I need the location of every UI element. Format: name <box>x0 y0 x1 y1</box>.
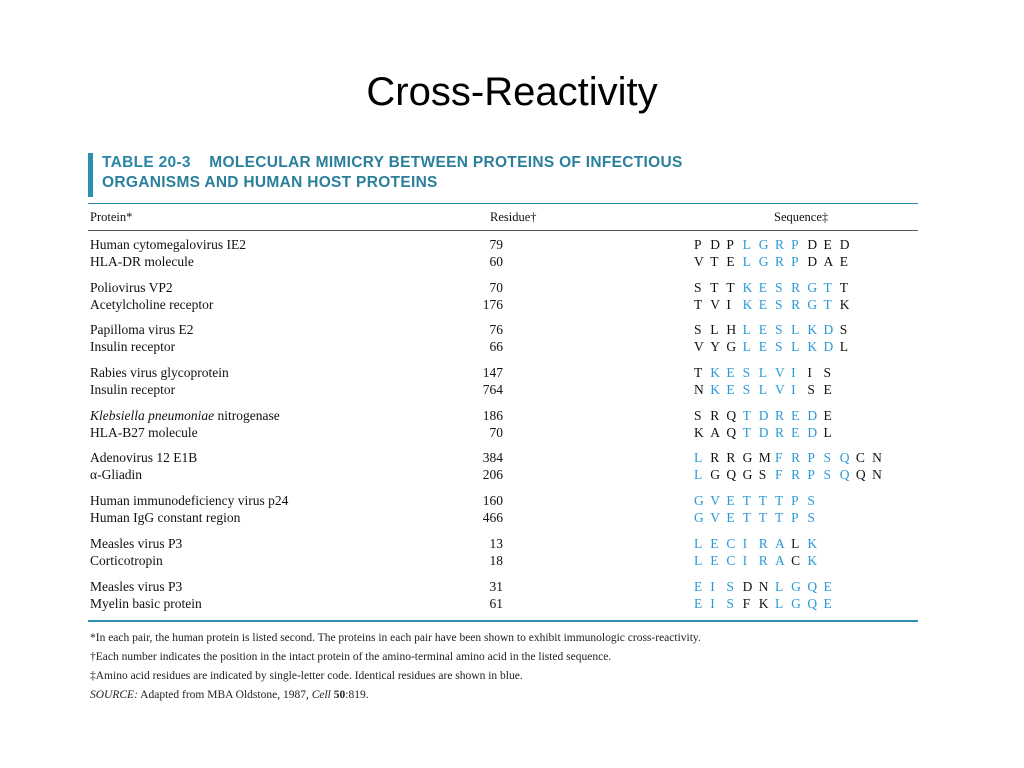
residue-letter: R <box>774 237 784 252</box>
residue-letter: A <box>774 535 785 551</box>
residue-letter: T <box>710 254 719 269</box>
residue-number: 70 <box>489 424 503 440</box>
residue-letter: G <box>758 254 769 269</box>
table-header <box>88 153 918 197</box>
residue-letter: E <box>823 237 832 252</box>
residue-letter: S <box>758 467 767 483</box>
source-volume: 50 <box>330 689 346 702</box>
table-title-line-2: ORGANISMS AND HUMAN HOST PROTEINS <box>102 174 438 191</box>
sequence <box>694 578 840 595</box>
table-row <box>88 321 918 338</box>
residue-letter: E <box>758 322 767 338</box>
source-journal: Cell <box>311 689 331 702</box>
protein-name: Measles virus P3 <box>90 535 183 551</box>
residue-letter: Q <box>726 424 737 440</box>
residue-letter: L <box>742 322 751 338</box>
protein-name: α-Gliadin <box>90 467 143 483</box>
note-protein: *In each pair, the human protein is listed second. The proteins in each pair have been shown to exhibit immunologic cross-reactivity. <box>90 632 701 645</box>
row-pair <box>88 578 918 621</box>
column-header-rule <box>88 230 918 231</box>
protein-name: Human cytomegalovirus IE2 <box>90 237 246 252</box>
residue-number: 79 <box>489 237 503 252</box>
residue-letter: S <box>774 339 783 355</box>
residue-letter: D <box>807 254 818 269</box>
residue-letter: P <box>791 254 799 269</box>
residue-letter: R <box>791 296 801 312</box>
residue-letter: D <box>710 237 720 252</box>
col-header-protein: Protein* <box>90 210 133 224</box>
residue-letter: Q <box>855 467 866 483</box>
residue-number: 13 <box>489 535 503 551</box>
residue-letter: L <box>839 339 848 355</box>
residue-letter: T <box>758 493 767 509</box>
residue-letter: S <box>807 493 815 509</box>
residue-letter: I <box>726 296 731 312</box>
residue-letter: D <box>807 237 818 252</box>
residue-letter: I <box>807 365 812 381</box>
source-label: SOURCE: <box>90 689 138 702</box>
residue-letter: H <box>726 322 737 338</box>
residue-letter: T <box>694 365 703 381</box>
table-row <box>88 578 918 595</box>
residue-letter: T <box>742 493 751 509</box>
residue-letter: Q <box>839 467 850 483</box>
residue-letter: V <box>694 339 704 355</box>
table-row <box>88 253 918 270</box>
sequence <box>694 535 824 552</box>
residue-letter: N <box>872 467 882 483</box>
residue-letter: D <box>807 407 818 423</box>
protein-name: Rabies virus glycoprotein <box>90 365 229 381</box>
residue-letter: K <box>807 339 818 355</box>
residue-letter: I <box>742 535 748 551</box>
row-pair <box>88 449 918 492</box>
residue-letter: L <box>694 450 703 466</box>
residue-letter: G <box>807 279 818 295</box>
source-text: Adapted from MBA Oldstone, 1987, <box>137 689 312 702</box>
residue-number: 147 <box>482 365 503 381</box>
residue-letter: D <box>823 339 834 355</box>
col-header-residue: Residue† <box>490 210 537 224</box>
residue-letter: D <box>758 407 769 423</box>
row-pair <box>88 321 918 364</box>
residue-letter: V <box>710 296 720 312</box>
residue-letter: E <box>694 578 703 594</box>
residue-number: 60 <box>489 254 503 269</box>
residue-letter: E <box>823 407 832 423</box>
residue-letter: S <box>823 467 832 483</box>
table-row <box>88 595 918 612</box>
residue-number: 186 <box>482 407 503 423</box>
residue-letter: L <box>742 339 751 355</box>
column-headers <box>88 204 918 230</box>
protein-name: HLA-B27 molecule <box>90 424 198 440</box>
residue-letter: S <box>774 279 783 295</box>
row-pair <box>88 407 918 450</box>
residue-letter: K <box>807 322 818 338</box>
residue-letter: E <box>839 254 848 269</box>
residue-letter: E <box>823 595 832 611</box>
residue-letter: F <box>774 450 783 466</box>
residue-letter: M <box>758 450 771 466</box>
residue-letter: R <box>774 254 784 269</box>
table-row <box>88 407 918 424</box>
residue-letter: S <box>694 322 702 338</box>
mimicry-table <box>88 153 918 706</box>
residue-letter: T <box>774 493 784 509</box>
sequence <box>694 407 840 424</box>
residue-letter: G <box>758 237 769 252</box>
sequence <box>694 552 824 569</box>
residue-letter: R <box>791 450 801 466</box>
residue-letter: E <box>823 578 832 594</box>
residue-letter: P <box>791 237 799 252</box>
residue-letter: D <box>823 322 834 338</box>
residue-letter: P <box>791 493 799 509</box>
protein-name: HLA-DR molecule <box>90 254 194 269</box>
residue-letter: L <box>791 535 800 551</box>
residue-letter: K <box>694 424 704 440</box>
sequence <box>694 466 888 483</box>
residue-letter: E <box>710 552 719 568</box>
residue-letter: L <box>758 382 767 398</box>
residue-letter: S <box>774 322 783 338</box>
sequence <box>694 492 824 509</box>
table-row <box>88 296 918 313</box>
residue-letter: G <box>710 467 720 483</box>
slide-title: Cross-Reactivity <box>366 70 658 114</box>
col-header-sequence: Sequence‡ <box>774 210 829 224</box>
residue-letter: R <box>758 552 768 568</box>
protein-name <box>90 407 280 424</box>
sequence <box>694 279 856 296</box>
residue-letter: R <box>791 467 801 483</box>
residue-letter: I <box>791 382 796 398</box>
residue-letter: T <box>694 296 703 312</box>
residue-letter: T <box>742 407 751 423</box>
residue-number: 206 <box>482 467 503 483</box>
residue-letter: L <box>774 578 784 594</box>
residue-letter: Q <box>807 595 818 611</box>
table-row <box>88 236 918 253</box>
residue-letter: S <box>742 365 751 381</box>
residue-letter: L <box>823 424 832 440</box>
residue-letter: T <box>823 279 832 295</box>
footer-rule <box>88 620 918 622</box>
protein-name: Adenovirus 12 E1B <box>90 450 198 466</box>
table-notes <box>88 630 918 704</box>
residue-letter: V <box>774 382 785 398</box>
residue-letter: E <box>726 510 735 526</box>
table-row <box>88 381 918 398</box>
sequence <box>694 449 888 466</box>
source-page: :819. <box>345 689 369 702</box>
residue-letter: V <box>710 510 720 526</box>
residue-letter: T <box>758 510 767 526</box>
sequence <box>694 236 856 253</box>
residue-letter: I <box>742 552 748 568</box>
residue-letter: Y <box>710 339 720 355</box>
residue-letter: L <box>710 322 719 338</box>
table-row <box>88 552 918 569</box>
residue-letter: E <box>726 365 735 381</box>
table-row <box>88 466 918 483</box>
residue-letter: E <box>758 296 767 312</box>
residue-letter: L <box>791 322 800 338</box>
protein-name: Human IgG constant region <box>90 510 241 526</box>
residue-letter: S <box>807 382 815 398</box>
table-body <box>88 236 918 620</box>
residue-letter: N <box>694 382 704 398</box>
residue-letter: P <box>807 467 815 483</box>
residue-number: 70 <box>489 279 503 295</box>
residue-number: 176 <box>482 296 503 312</box>
protein-name: Poliovirus VP2 <box>90 279 173 295</box>
residue-letter: V <box>774 365 785 381</box>
residue-letter: T <box>839 279 848 295</box>
residue-letter: R <box>758 535 768 551</box>
residue-letter: E <box>758 339 767 355</box>
residue-letter: G <box>742 450 753 466</box>
residue-letter: T <box>774 510 784 526</box>
table-title-line-1 <box>102 153 918 173</box>
residue-letter: V <box>710 493 720 509</box>
residue-letter: R <box>791 279 801 295</box>
residue-letter: E <box>726 493 735 509</box>
residue-letter: E <box>758 279 767 295</box>
sequence <box>694 509 824 526</box>
residue-letter: S <box>807 510 815 526</box>
residue-letter: S <box>823 365 832 381</box>
table-row <box>88 279 918 296</box>
protein-name: Myelin basic protein <box>90 595 202 611</box>
residue-letter: E <box>823 382 832 398</box>
residue-letter: A <box>774 552 785 568</box>
residue-number: 384 <box>482 450 503 466</box>
row-pair <box>88 535 918 578</box>
protein-name-rest: nitrogenase <box>214 407 280 423</box>
residue-letter: E <box>791 407 800 423</box>
table-row <box>88 338 918 355</box>
protein-name: Corticotropin <box>90 552 163 568</box>
residue-letter: P <box>694 237 702 252</box>
residue-letter: F <box>742 595 751 611</box>
residue-letter: T <box>823 296 832 312</box>
residue-letter: N <box>872 450 882 466</box>
residue-letter: P <box>726 237 734 252</box>
residue-letter: A <box>710 424 720 440</box>
residue-letter: C <box>726 552 736 568</box>
residue-letter: R <box>710 407 720 423</box>
table-row <box>88 492 918 509</box>
sequence <box>694 364 840 381</box>
residue-letter: D <box>807 424 818 440</box>
residue-number: 66 <box>489 339 503 355</box>
residue-letter: C <box>855 450 865 466</box>
residue-letter: K <box>710 365 720 381</box>
residue-letter: E <box>726 382 735 398</box>
residue-letter: Q <box>726 467 737 483</box>
residue-letter: R <box>710 450 720 466</box>
residue-letter: G <box>694 510 704 526</box>
residue-number: 76 <box>489 322 503 338</box>
residue-letter: K <box>710 382 720 398</box>
residue-letter: E <box>791 424 800 440</box>
residue-letter: T <box>726 279 735 295</box>
protein-name: Acetylcholine receptor <box>90 296 214 312</box>
residue-letter: T <box>742 424 751 440</box>
residue-letter: S <box>694 407 702 423</box>
source-note <box>90 687 918 704</box>
residue-number: 160 <box>482 493 503 509</box>
table-row <box>88 535 918 552</box>
residue-letter: D <box>758 424 769 440</box>
residue-letter: K <box>839 296 850 312</box>
table-row <box>88 509 918 526</box>
residue-number: 18 <box>489 552 503 568</box>
protein-name: Measles virus P3 <box>90 578 183 594</box>
table-row <box>88 449 918 466</box>
residue-letter: S <box>726 595 734 611</box>
residue-letter: Q <box>726 407 737 423</box>
residue-letter: G <box>791 578 801 594</box>
residue-letter: D <box>839 237 850 252</box>
residue-letter: R <box>774 424 784 440</box>
residue-letter: L <box>758 365 767 381</box>
residue-number: 764 <box>482 382 503 398</box>
residue-letter: S <box>742 382 751 398</box>
row-pair <box>88 492 918 535</box>
protein-name: Human immunodeficiency virus p24 <box>90 493 289 509</box>
residue-letter: K <box>742 279 753 295</box>
residue-letter: K <box>807 535 818 551</box>
residue-letter: C <box>791 552 801 568</box>
table-row <box>88 364 918 381</box>
residue-letter: D <box>742 578 753 594</box>
residue-letter: V <box>694 254 704 269</box>
sequence <box>694 381 840 398</box>
residue-letter: A <box>823 254 834 269</box>
protein-name: Insulin receptor <box>90 382 176 398</box>
residue-letter: P <box>807 450 815 466</box>
residue-letter: S <box>726 578 734 594</box>
residue-letter: G <box>694 493 704 509</box>
residue-letter: T <box>710 279 719 295</box>
table-label: TABLE 20-3 <box>102 154 191 171</box>
note-residue: †Each number indicates the position in the intact protein of the amino-terminal amino acid in the listed sequence. <box>90 651 612 664</box>
residue-letter: L <box>742 237 751 252</box>
residue-letter: T <box>742 510 751 526</box>
table-row <box>88 424 918 441</box>
residue-letter: N <box>758 578 769 594</box>
residue-letter: E <box>726 254 735 269</box>
residue-letter: S <box>694 279 702 295</box>
residue-letter: R <box>774 407 784 423</box>
row-pair <box>88 279 918 322</box>
protein-name-italic: Klebsiella pneumoniae <box>90 407 215 423</box>
residue-letter: K <box>742 296 753 312</box>
residue-letter: Q <box>839 450 850 466</box>
residue-letter: L <box>742 254 751 269</box>
note-sequence: ‡Amino acid residues are indicated by single-letter code. Identical residues are shown in blue. <box>90 670 523 683</box>
table-title-text: MOLECULAR MIMICRY BETWEEN PROTEINS OF INFECTIOUS <box>209 154 683 171</box>
row-pair <box>88 236 918 279</box>
residue-letter: G <box>807 296 818 312</box>
sequence <box>694 253 856 270</box>
residue-letter: I <box>710 595 715 611</box>
residue-letter: E <box>710 535 719 551</box>
residue-letter: L <box>791 339 800 355</box>
residue-letter: C <box>726 535 736 551</box>
residue-letter: L <box>774 595 784 611</box>
residue-number: 466 <box>482 510 503 526</box>
residue-letter: L <box>694 467 703 483</box>
residue-letter: S <box>839 322 848 338</box>
residue-letter: G <box>726 339 737 355</box>
protein-name: Papilloma virus E2 <box>90 322 194 338</box>
sequence <box>694 296 856 313</box>
residue-letter: Q <box>807 578 818 594</box>
sequence <box>694 595 840 612</box>
row-pair <box>88 364 918 407</box>
protein-name: Insulin receptor <box>90 339 176 355</box>
sequence <box>694 321 856 338</box>
residue-number: 61 <box>489 595 503 611</box>
residue-letter: P <box>791 510 799 526</box>
residue-letter: G <box>791 595 801 611</box>
residue-letter: S <box>774 296 783 312</box>
sequence <box>694 338 856 355</box>
residue-letter: L <box>694 535 703 551</box>
residue-letter: E <box>694 595 703 611</box>
residue-letter: I <box>710 578 715 594</box>
residue-number: 31 <box>489 578 503 594</box>
residue-letter: G <box>742 467 753 483</box>
residue-letter: R <box>726 450 736 466</box>
residue-letter: K <box>807 552 818 568</box>
residue-letter: L <box>694 552 703 568</box>
residue-letter: F <box>774 467 783 483</box>
sequence <box>694 424 840 441</box>
residue-letter: S <box>823 450 832 466</box>
residue-letter: I <box>791 365 796 381</box>
residue-letter: K <box>758 595 769 611</box>
